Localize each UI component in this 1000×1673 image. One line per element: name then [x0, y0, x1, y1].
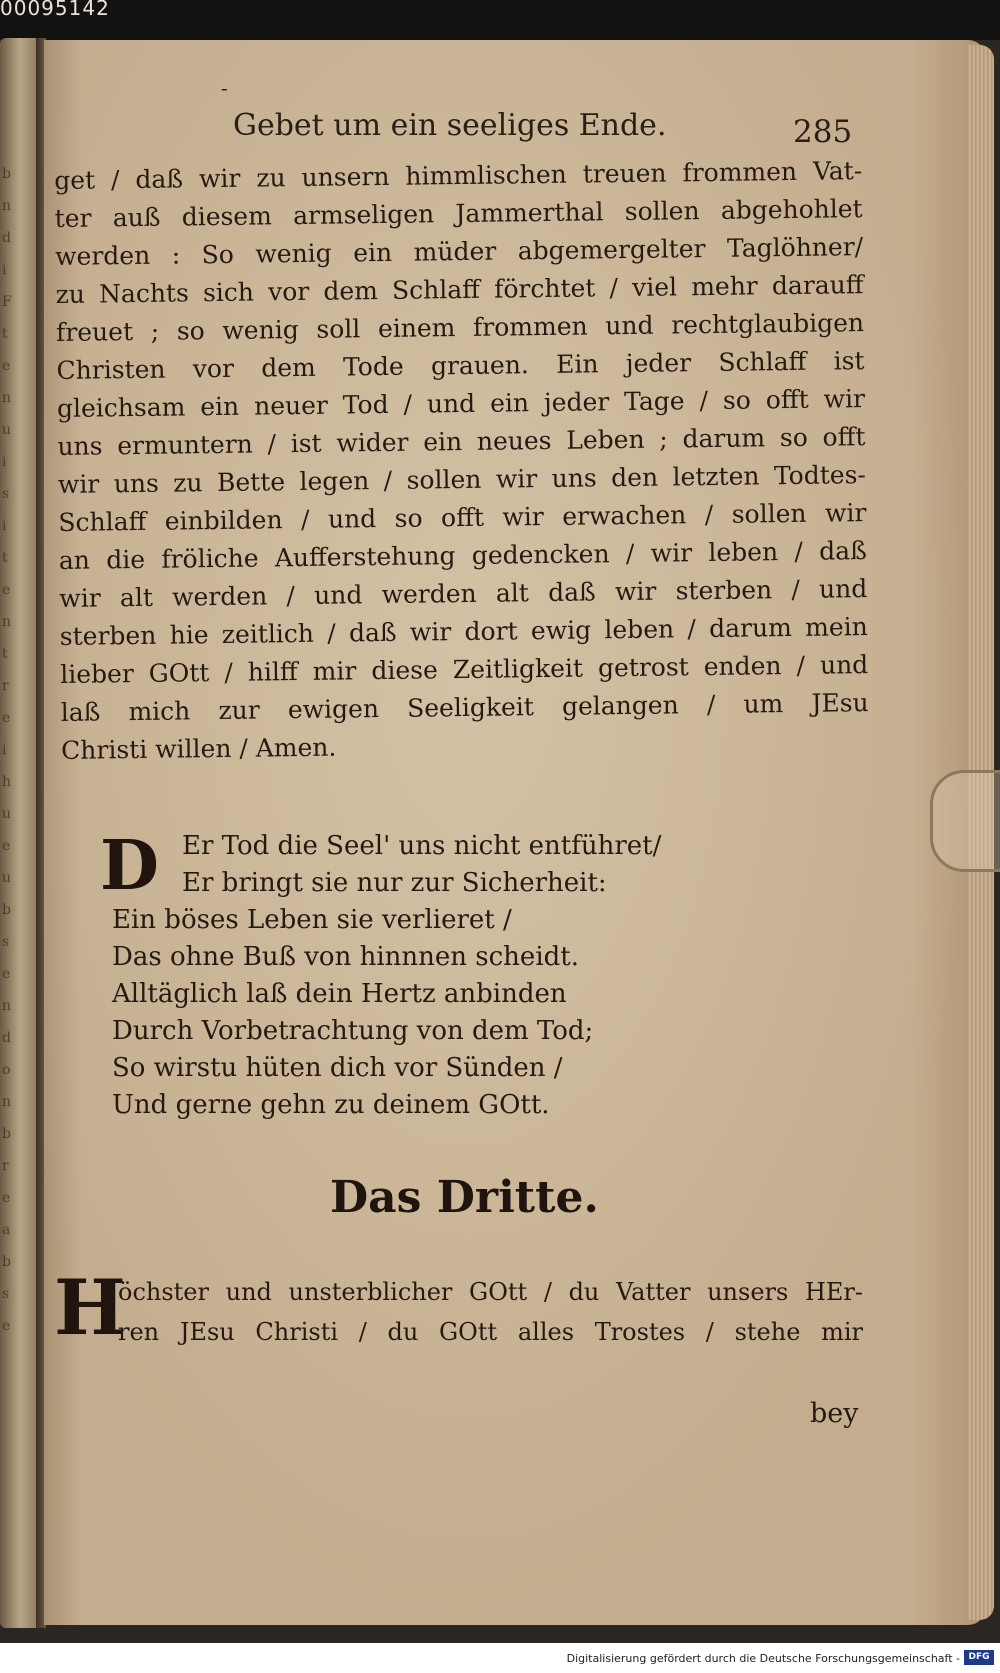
facing-page-fragment: n — [2, 998, 12, 1014]
facing-page-fragment: t — [2, 646, 8, 662]
facing-page-fragment: u — [2, 422, 12, 438]
text-line: gleichsam ein neuer Tod / und ein jeder Tage / so offt wir — [56, 384, 866, 423]
section-heading: Das Dritte. — [330, 1172, 599, 1223]
shelf-id: 00095142 — [0, 0, 110, 20]
facing-page-fragment: i — [2, 262, 7, 278]
rule-mark: - — [221, 76, 228, 100]
verse-initial: D — [100, 826, 159, 906]
text-line: lieber GOtt / hilff mir diese Zeitligkeit getrost enden / und — [60, 650, 869, 689]
verse-stanza — [112, 828, 752, 1124]
scan-top-bar — [0, 0, 1000, 40]
facing-page-fragments — [2, 158, 36, 1342]
verse-line: Das ohne Buß von hinnnen scheidt. — [112, 942, 579, 972]
dfg-logo: DFG — [964, 1650, 994, 1665]
facing-page-fragment: e — [2, 838, 11, 854]
verse-line: Und gerne gehn zu deinem GOtt. — [112, 1090, 550, 1120]
text-line: Christi willen / Amen. — [61, 732, 337, 765]
facing-page-fragment: b — [2, 902, 11, 918]
facing-page-fragment: u — [2, 806, 12, 822]
verse-line: Er Tod die Seel' uns nicht entführet/ — [182, 831, 662, 861]
facing-page-fragment: b — [2, 166, 11, 182]
facing-page-fragment: i — [2, 742, 7, 758]
text-line: laß mich zur ewigen Seeligkeit gelangen / um JEsu — [60, 688, 869, 727]
facing-page-fragment: h — [2, 774, 12, 790]
facing-page-fragment: o — [2, 1062, 11, 1078]
running-head: Gebet um ein seeliges Ende. — [233, 108, 667, 143]
text-line: Schlaff einbilden / und so offt wir erwachen / sollen wir — [58, 498, 867, 537]
facing-page-fragment: n — [2, 198, 12, 214]
text-line: wir alt werden / und werden alt daß wir sterben / und — [59, 574, 868, 613]
facing-page-fragment: t — [2, 326, 8, 342]
facing-page-fragment: e — [2, 358, 11, 374]
facing-page-fragment: r — [2, 678, 9, 694]
facing-page-fragment: s — [2, 1286, 10, 1302]
prayer-body — [54, 152, 869, 770]
text-line: wir uns zu Bette legen / sollen wir uns den letzten Todtes- — [57, 460, 867, 499]
facing-page-fragment: d — [2, 1030, 11, 1046]
text-line: an die fröliche Aufferstehung gedencken / wir leben / daß — [58, 536, 867, 575]
text-line: werden : So wenig ein müder abgemergelter Taglöhner/ — [54, 232, 864, 271]
facing-page-fragment: b — [2, 1126, 11, 1142]
facing-page-fragment: r — [2, 1158, 9, 1174]
text-line: zu Nachts sich vor dem Schlaff förchtet / viel mehr darauff — [55, 270, 864, 309]
text-line: ren JEsu Christi / du GOtt alles Trostes / stehe mir — [118, 1318, 863, 1346]
facing-page-fragment: b — [2, 1254, 11, 1270]
prayer-initial: H — [54, 1263, 126, 1352]
facing-page-fragment: i — [2, 518, 7, 534]
facing-page-fragment: e — [2, 1190, 11, 1206]
facing-page-fragment: d — [2, 230, 11, 246]
facing-page-fragment: e — [2, 966, 11, 982]
facing-page-fragment: u — [2, 870, 12, 886]
verse-line: Er bringt sie nur zur Sicherheit: — [182, 868, 607, 898]
facing-page-edge — [0, 38, 40, 1628]
text-line: öchster und unsterblicher GOtt / du Vatter unsers HEr- — [118, 1278, 863, 1306]
text-line: Christen vor dem Tode grauen. Ein jeder Schlaff ist — [56, 346, 865, 385]
page-number: 285 — [793, 114, 853, 150]
text-line: get / daß wir zu unsern himmlischen treuen frommen Vat- — [54, 156, 863, 195]
text-line: sterben hie zeitlich / daß wir dort ewig leben / darum mein — [59, 612, 868, 651]
facing-page-fragment: n — [2, 614, 12, 630]
facing-page-fragment: e — [2, 710, 11, 726]
verse-line: Durch Vorbetrachtung von dem Tod; — [112, 1016, 594, 1046]
catchword: bey — [810, 1398, 859, 1429]
text-line: freuet ; so wenig soll einem frommen und rechtglaubigen — [55, 308, 865, 347]
text-line: uns ermuntern / ist wider ein neues Leben ; darum so offt — [57, 422, 866, 461]
verse-line: So wirstu hüten dich vor Sünden / — [112, 1053, 563, 1083]
facing-page-fragment: e — [2, 1318, 11, 1334]
facing-page-fragment: i — [2, 454, 7, 470]
text-line: ter auß diesem armseligen Jammerthal sollen abgehohlet — [54, 194, 863, 233]
facing-page-fragment: t — [2, 550, 8, 566]
funding-credit: Digitalisierung gefördert durch die Deutsche Forschungsgemeinschaft - — [566, 1652, 960, 1665]
facing-page-fragment: e — [2, 582, 11, 598]
facing-page-fragment: F — [2, 294, 12, 310]
third-prayer — [118, 1272, 863, 1352]
facing-page-fragment: s — [2, 934, 10, 950]
facing-page-fragment: n — [2, 390, 12, 406]
verse-line: Alltäglich laß dein Hertz anbinden — [112, 979, 567, 1009]
book-clasp — [930, 770, 1000, 872]
facing-page-fragment: s — [2, 486, 10, 502]
facing-page-fragment: n — [2, 1094, 12, 1110]
verse-line: Ein böses Leben sie verlieret / — [112, 905, 512, 935]
facing-page-fragment: a — [2, 1222, 11, 1238]
